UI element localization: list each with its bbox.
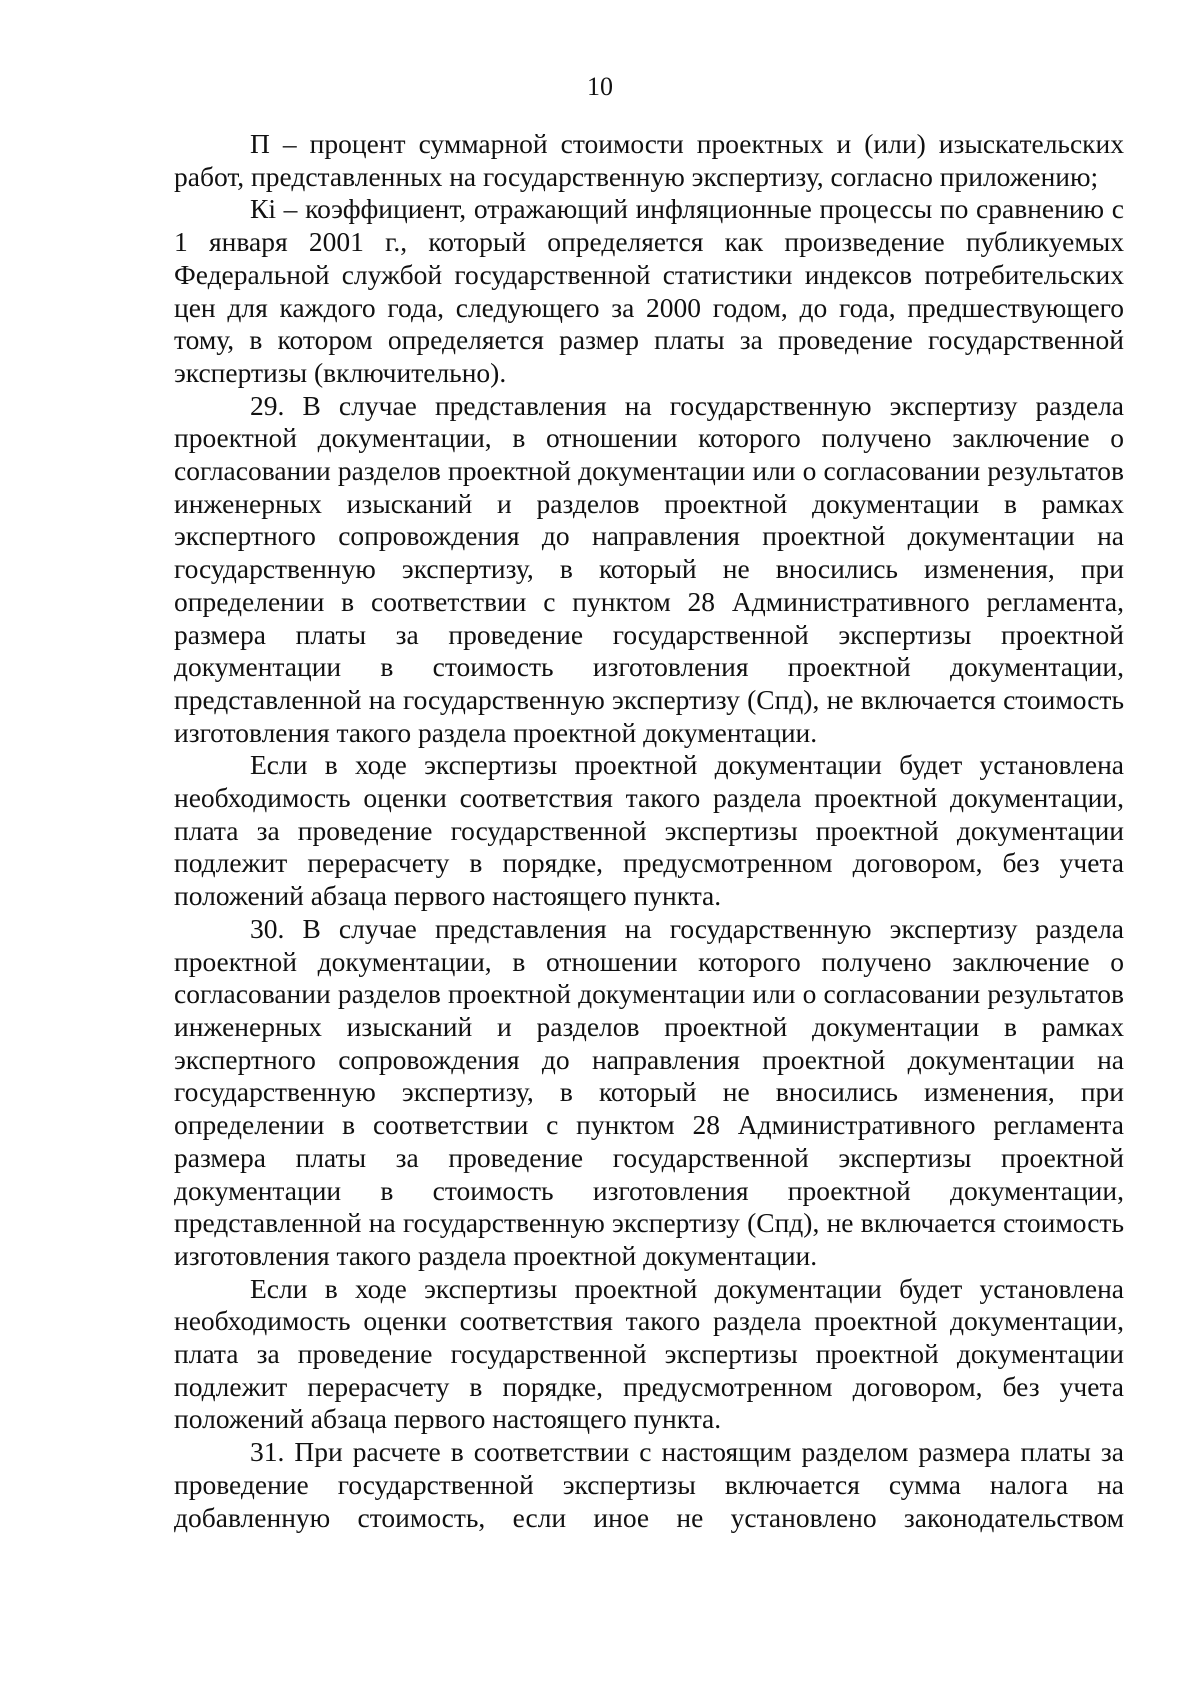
paragraph-item-30-recalculation: Если в ходе экспертизы проектной документации будет установлена необходимость оценки соответствия такого раздела проектной документации, плата за проведение государственной экспертизы проектной документации подлежит перерасчету в порядке, предусмотренном договором, без учета положений абзаца первого настоящего пункта. [174, 1272, 1124, 1435]
page-number: 10 [587, 72, 613, 101]
paragraph-item-29: 29. В случае представления на государственную экспертизу раздела проектной документации, в отношении которого получено заключение о согласовании разделов проектной документации или о согласовании результатов инженерных изысканий и разделов проектной документации в рамках экспертного сопровождения до направления проектной документации на государственную экспертизу, в который не вносились изменения, при определении в соответствии с пунктом 28 Административного регламента, размера платы за проведение государственной экспертизы проектной документации в стоимость изготовления проектной документации, представленной на государственную экспертизу (Спд), не включается стоимость изготовления такого раздела проектной документации. [174, 389, 1124, 748]
paragraph-p-definition: П – процент суммарной стоимости проектных и (или) изыскательских работ, представленных на государственную экспертизу, согласно приложению; [174, 128, 1124, 192]
paragraph-item-29-recalculation: Если в ходе экспертизы проектной документации будет установлена необходимость оценки соответствия такого раздела проектной документации, плата за проведение государственной экспертизы проектной документации подлежит перерасчету в порядке, предусмотренном договором, без учета положений абзаца первого настоящего пункта. [174, 749, 1124, 912]
paragraph-ki-definition: Кi – коэффициент, отражающий инфляционные процессы по сравнению с 1 января 2001 г., который определяется как произведение публикуемых Федеральной службой государственной статистики индексов потребительских цен для каждого года, следующего за 2000 годом, до года, предшествующего тому, в котором определяется размер платы за проведение государственной экспертизы (включительно). [174, 193, 1124, 388]
paragraph-item-30: 30. В случае представления на государственную экспертизу раздела проектной документации, в отношении которого получено заключение о согласовании разделов проектной документации или о согласовании результатов инженерных изысканий и разделов проектной документации в рамках экспертного сопровождения до направления проектной документации на государственную экспертизу, в который не вносились изменения, при определении в соответствии с пунктом 28 Административного регламента размера платы за проведение государственной экспертизы проектной документации в стоимость изготовления проектной документации, представленной на государственную экспертизу (Спд), не включается стоимость изготовления такого раздела проектной документации. [174, 912, 1124, 1271]
document-body [174, 128, 1124, 1534]
paragraph-item-31: 31. При расчете в соответствии с настоящим разделом размера платы за проведение государственной экспертизы включается сумма налога на добавленную стоимость, если иное не установлено законодательством [174, 1436, 1124, 1533]
